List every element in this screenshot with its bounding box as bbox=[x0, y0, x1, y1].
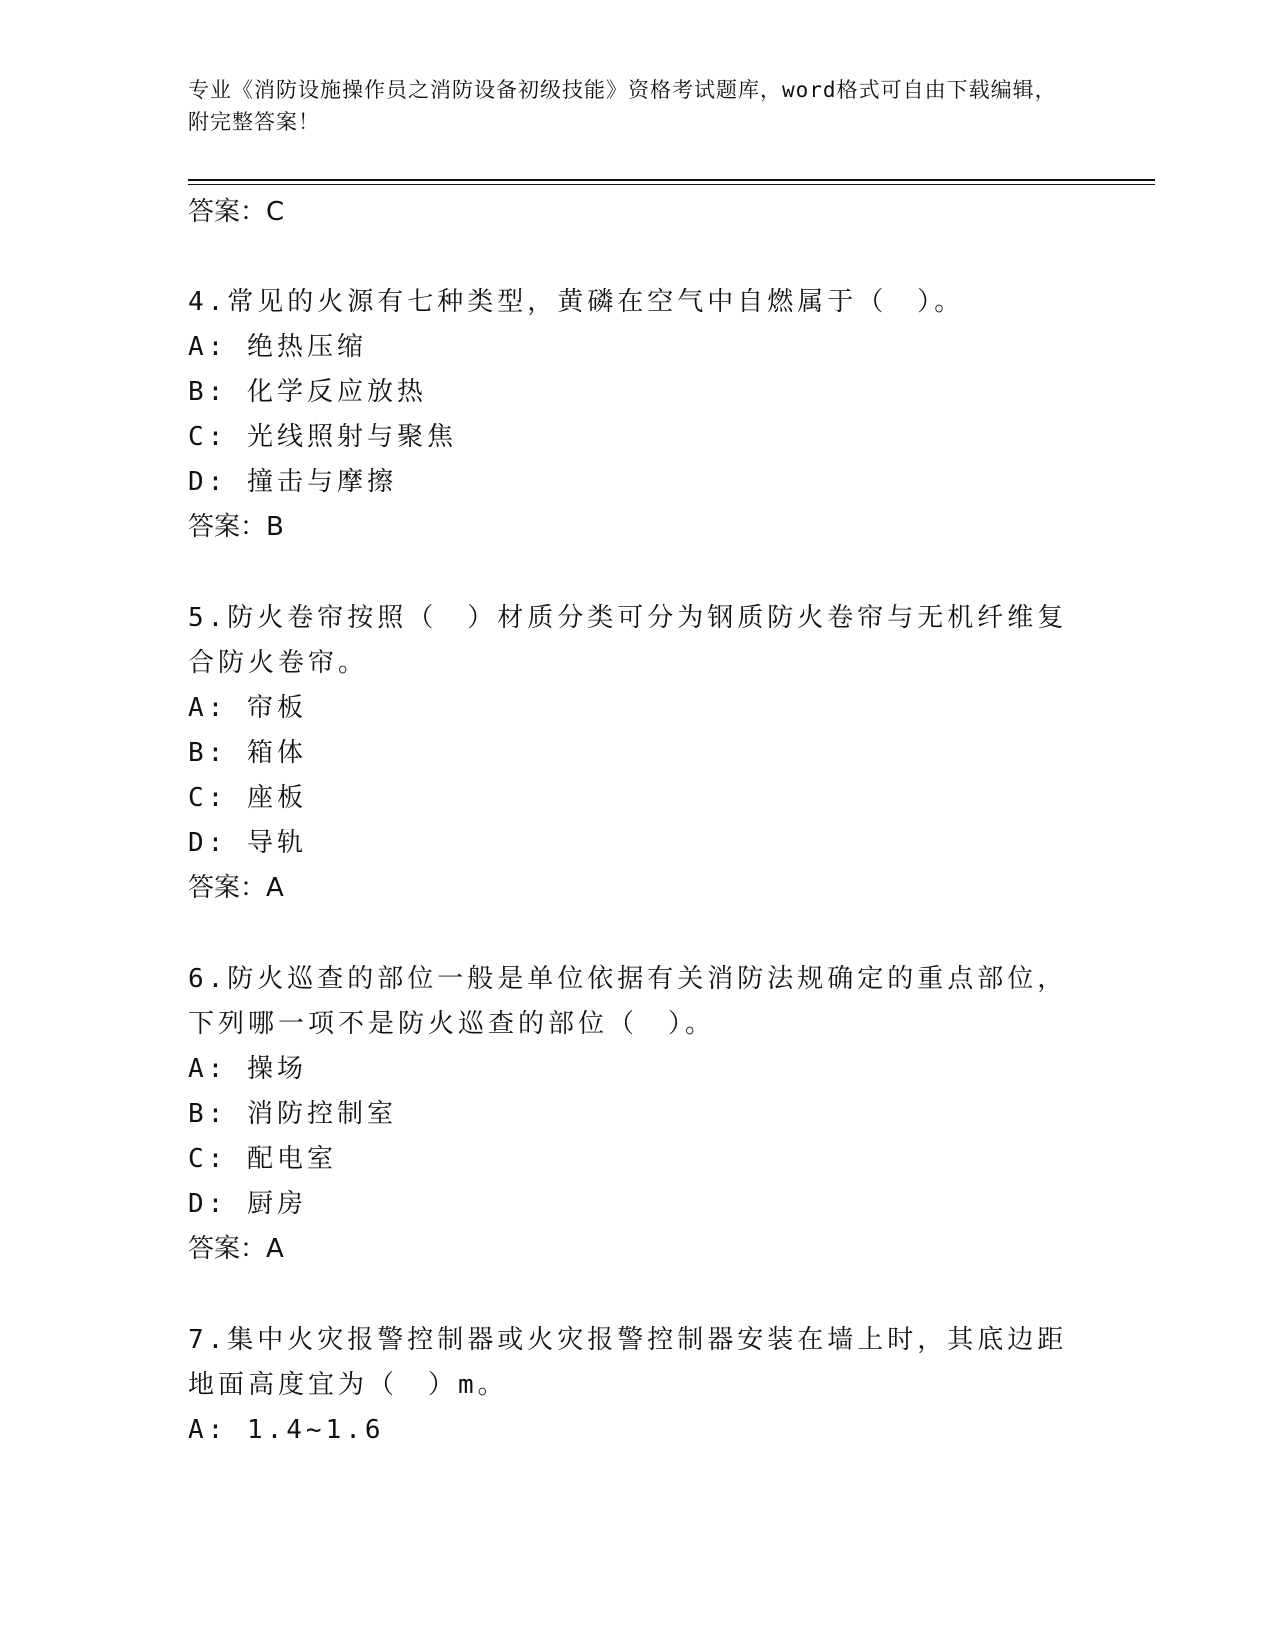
option-b: B: 化学反应放热 bbox=[188, 377, 427, 407]
option-c: C: 光线照射与聚焦 bbox=[188, 422, 457, 452]
option-a: A: 1.4~1.6 bbox=[188, 1415, 385, 1445]
option-c: C: 配电室 bbox=[188, 1144, 337, 1174]
question-text: 4.常见的火源有七种类型，黄磷在空气中自燃属于（ ）。 bbox=[188, 287, 965, 317]
option-d: D: 厨房 bbox=[188, 1189, 307, 1219]
header-divider-thin bbox=[188, 184, 1155, 185]
answer-line: 答案：A bbox=[188, 873, 284, 903]
question-block bbox=[188, 957, 1088, 1268]
option-a: A: 操场 bbox=[188, 1054, 307, 1084]
option-c: C: 座板 bbox=[188, 783, 307, 813]
answer-line: 答案：B bbox=[188, 512, 284, 542]
question-block bbox=[188, 280, 1088, 546]
option-a: A: 绝热压缩 bbox=[188, 332, 367, 362]
option-b: B: 箱体 bbox=[188, 738, 307, 768]
header-divider bbox=[188, 179, 1155, 181]
answer-line: 答案：C bbox=[188, 197, 285, 227]
question-block bbox=[188, 1318, 1088, 1453]
question-text: 6.防火巡查的部位一般是单位依据有关消防法规确定的重点部位，下列哪一项不是防火巡查的部位（ ）。 bbox=[188, 964, 1068, 1039]
option-a: A: 帘板 bbox=[188, 693, 307, 723]
question-text: 5.防火卷帘按照（ ）材质分类可分为钢质防火卷帘与无机纤维复合防火卷帘。 bbox=[188, 603, 1068, 678]
option-d: D: 撞击与摩擦 bbox=[188, 467, 397, 497]
option-b: B: 消防控制室 bbox=[188, 1099, 397, 1129]
question-list bbox=[188, 190, 1088, 1453]
answer-line: 答案：A bbox=[188, 1234, 284, 1264]
option-d: D: 导轨 bbox=[188, 828, 307, 858]
question-block bbox=[188, 596, 1088, 907]
question-text: 7.集中火灾报警控制器或火灾报警控制器安装在墙上时，其底边距地面高度宜为（ ）m。 bbox=[188, 1325, 1068, 1400]
document-header: 专业《消防设施操作员之消防设备初级技能》资格考试题库，word格式可自由下载编辑，附完整答案！ bbox=[188, 78, 1057, 134]
